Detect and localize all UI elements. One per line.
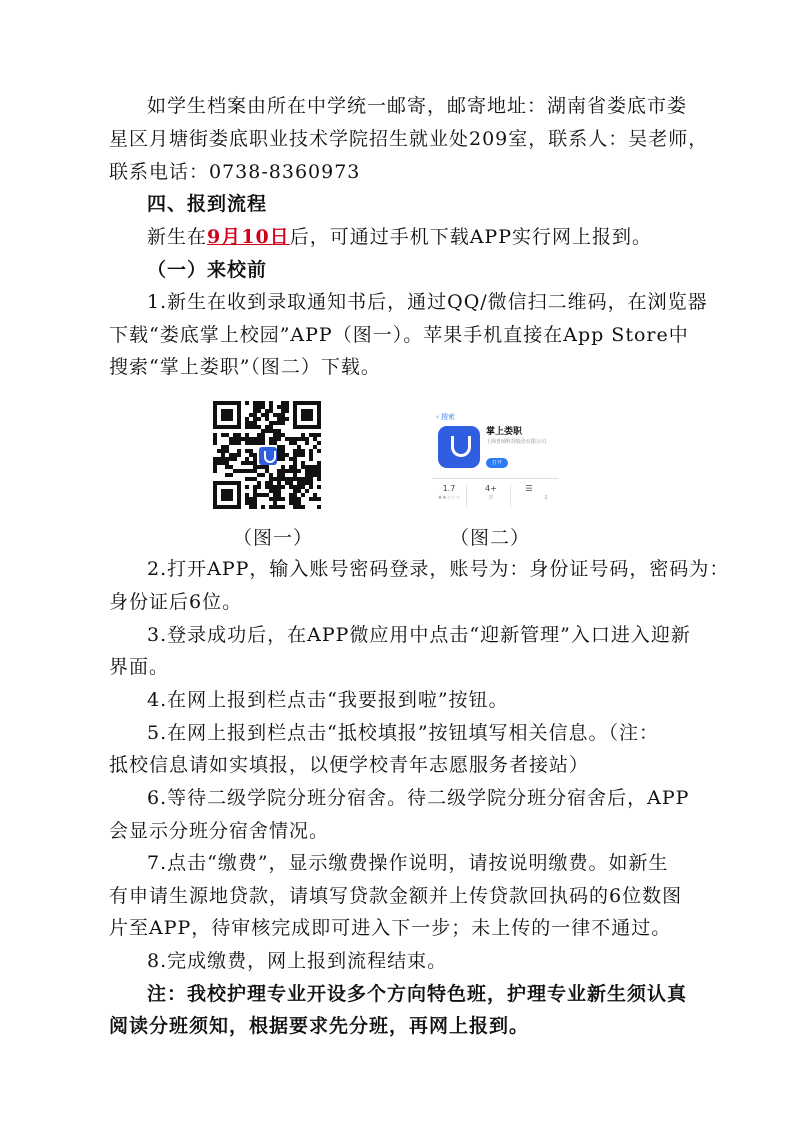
app-developer: 上海普域科技股份有限公司 [486, 439, 547, 445]
section-4-title: 四、报到流程 [147, 193, 268, 215]
rating-value: 1.7 [442, 484, 456, 493]
step-8-line-1: 8.完成缴费，网上报到流程结束。 [147, 950, 448, 972]
app-store-screenshot [430, 412, 560, 517]
rating-stat [434, 483, 464, 502]
age-label: 岁 [488, 495, 494, 501]
extra-stat: 2 [544, 495, 548, 501]
back-link [436, 412, 455, 422]
open-button: 打开 [486, 458, 508, 468]
note-line-1: 注：我校护理专业开设多个方向特色班，护理专业新生须认真 [147, 983, 688, 1005]
step-7-line-2: 有申请生源地贷款，请填写贷款金额并上传贷款回执码的6位数图 [109, 885, 683, 907]
category-stat [514, 483, 544, 495]
figure-1-caption: （图一） [233, 527, 314, 549]
qr-code-icon [213, 401, 321, 509]
step-1-line-2: 下载“娄底掌上校园”APP（图一）。苹果手机直接在App Store中 [109, 324, 689, 346]
archive-line-2: 星区月塘街娄底职业技术学院招生就业处209室，联系人：吴老师， [109, 128, 709, 150]
age-stat [476, 483, 506, 502]
step-5-line-1: 5.在网上报到栏点击“抵校填报”按钮填写相关信息。（注： [147, 722, 660, 744]
note-line-2: 阅读分班须知，根据要求先分班，再网上报到。 [109, 1015, 530, 1037]
step-5-line-2: 抵校信息请如实填报，以便学校青年志愿服务者接站） [109, 754, 590, 776]
archive-line-3: 联系电话：0738-8360973 [109, 161, 361, 183]
step-1-line-3: 搜索“掌上娄职”（图二）下载。 [109, 356, 381, 378]
step-6-line-2: 会显示分班分宿舍情况。 [109, 820, 330, 842]
step-3-line-1: 3.登录成功后，在APP微应用中点击“迎新管理”入口进入迎新 [147, 624, 691, 646]
stat-divider [510, 485, 511, 507]
report-date: 9月10日 [207, 226, 290, 248]
intro-after: 后，可通过手机下载APP实行网上报到。 [289, 226, 652, 248]
category-icon: ☰ [525, 484, 533, 493]
back-label: 搜索 [441, 413, 456, 421]
step-1-line-1: 1.新生在收到录取通知书后，通过QQ/微信扫二维码，在浏览器 [147, 291, 708, 313]
step-7-line-1: 7.点击“缴费”，显示缴费操作说明，请按说明缴费。如新生 [147, 852, 669, 874]
intro-line [147, 221, 747, 253]
app-logo-icon [259, 447, 277, 465]
step-2-line-1: 2.打开APP，输入账号密码登录，账号为：身份证号码，密码为： [147, 558, 730, 580]
app-logo-icon [438, 426, 480, 468]
step-7-line-3: 片至APP，待审核完成即可进入下一步；未上传的一律不通过。 [109, 917, 672, 939]
step-2-line-2: 身份证后6位。 [109, 591, 243, 613]
age-value: 4+ [485, 484, 497, 493]
stat-divider [466, 485, 467, 507]
step-6-line-1: 6.等待二级学院分班分宿舍。待二级学院分班分宿舍后，APP [147, 787, 690, 809]
step-3-line-2: 界面。 [109, 656, 170, 678]
step-4-line-1: 4.在网上报到栏点击“我要报到啦”按钮。 [147, 689, 509, 711]
chevron-left-icon: ‹ [436, 413, 439, 421]
intro-before: 新生在 [147, 226, 208, 248]
star-rating-icon: ★★☆☆☆ [437, 495, 461, 501]
app-name: 掌上娄职 [486, 427, 523, 437]
figure-2-caption: （图二） [450, 527, 531, 549]
app-stats [432, 478, 558, 515]
subsection-1-title: （一）来校前 [147, 259, 268, 281]
archive-line-1: 如学生档案由所在中学统一邮寄，邮寄地址：湖南省娄底市娄 [147, 95, 688, 117]
